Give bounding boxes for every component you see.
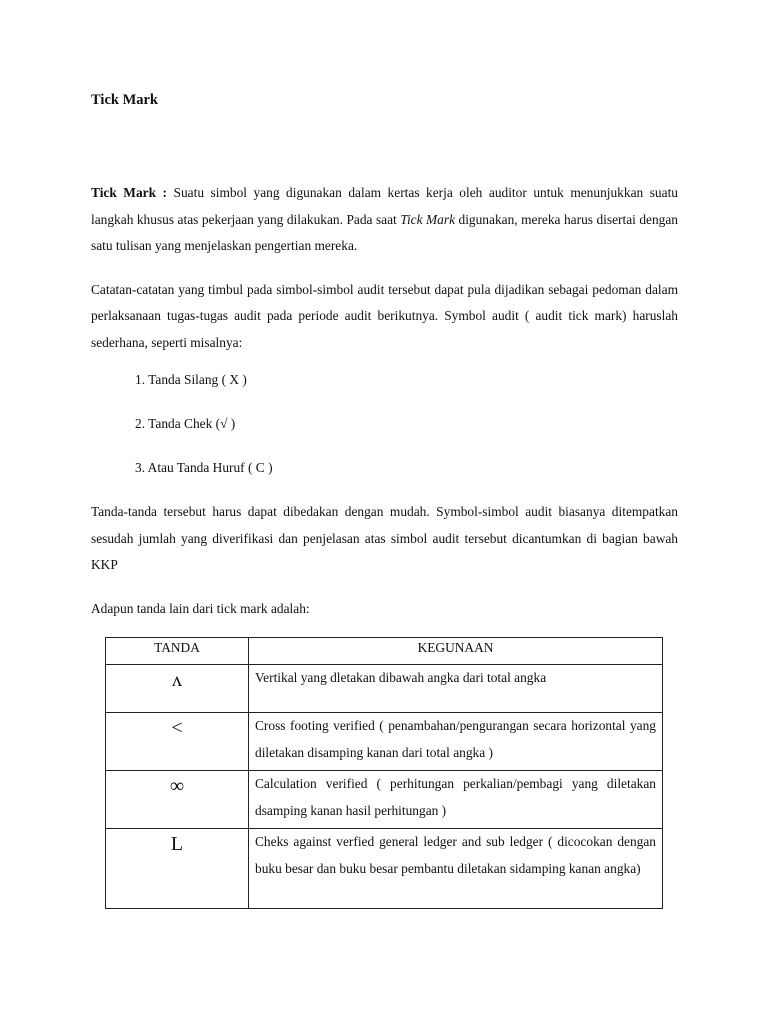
definition-text-a: Suatu simbol yang digunakan dalam kertas kerja oleh auditor untuk menunjukkan suatu langkah khusus atas pekerjaan yang dilakukan. Pada saat [91,185,678,227]
paragraph-placement: Tanda-tanda tersebut harus dapat dibedakan dengan mudah. Symbol-simbol audit biasanya ditempatkan sesudah jumlah yang diverifikasi dan penjelasan atas simbol audit tersebut dicantumkan di bagian bawah KKP [91,504,678,572]
page-title: Tick Mark [91,92,158,108]
definition-term: Tick Mark : [91,185,168,200]
paragraph-notes: Catatan-catatan yang timbul pada simbol-simbol audit tersebut dapat pula dijadikan sebagai pedoman dalam perlaksanaan tugas-tugas audit pada periode audit berikutnya. Symbol audit ( audit tick mark) haruslah sederhana, seperti misalnya: [91,281,678,350]
table-row [106,713,663,771]
table-header-row [106,638,663,665]
tick-symbol: ʌ [106,665,249,713]
table-row [106,665,663,713]
tick-description: Calculation verified ( perhitungan perkalian/pembagi yang diletakan dsamping kanan hasil perhitungan ) [249,771,663,829]
tick-symbol: < [106,713,249,771]
column-header-kegunaan: KEGUNAAN [249,638,663,665]
table-row [106,829,663,909]
list-item: 3. Atau Tanda Huruf ( C ) [135,460,273,475]
definition-italic-term: Tick Mark [400,211,456,227]
tick-mark-table [105,637,663,909]
tick-symbol: L [106,829,249,909]
tick-description: Cheks against verfied general ledger and sub ledger ( dicocokan dengan buku besar dan buku besar pembantu diletakan sidamping kanan angka) [249,829,663,909]
tick-description: Cross footing verified ( penambahan/pengurangan secara horizontal yang diletakan disamping kanan dari total angka ) [249,713,663,771]
list-item: 2. Tanda Chek (√ ) [135,416,236,431]
tick-symbol: ∞ [106,771,249,829]
tick-description: Vertikal yang dletakan dibawah angka dari total angka [249,665,663,713]
table-row [106,771,663,829]
paragraph-definition [91,180,678,260]
paragraph-intro-table: Adapun tanda lain dari tick mark adalah: [91,600,310,616]
list-item: 1. Tanda Silang ( X ) [135,372,247,387]
definition-text-b: digunakan, mereka harus disertai dengan satu tulisan yang menjelaskan pengertian mereka. [91,211,678,253]
symbol-list [135,370,678,478]
column-header-tanda: TANDA [106,638,249,665]
